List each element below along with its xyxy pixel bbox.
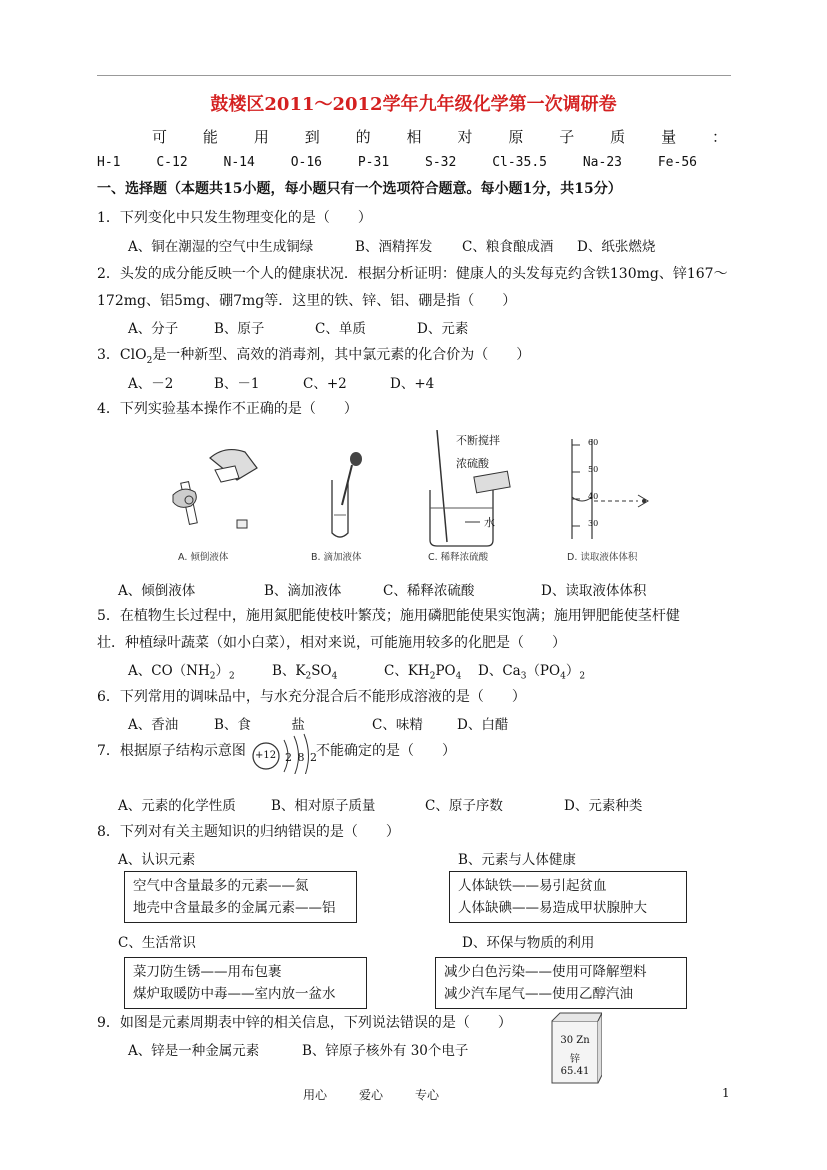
label-char: 的	[355, 128, 371, 146]
q1-option-c[interactable]: C、粮食酿成酒	[462, 239, 554, 255]
q8-group-b-box	[449, 871, 687, 923]
question-8-stem: 8．下列对有关主题知识的归纳错误的是（ ）	[97, 824, 400, 840]
q7-option-b[interactable]: B、相对原子质量	[271, 798, 376, 814]
tick-30: 30	[588, 519, 599, 528]
q8-d-line-1: 减少白色污染——使用可降解塑料	[444, 964, 647, 980]
footer-word: 爱心	[359, 1088, 384, 1102]
label-char: 量	[661, 128, 677, 146]
q8-group-a-box	[124, 871, 357, 923]
question-6-stem: 6．下列常用的调味品中，与水充分混合后不能形成溶液的是（ ）	[97, 689, 526, 705]
q3-option-c[interactable]: C、+2	[303, 376, 347, 392]
label-char: 相	[406, 128, 422, 146]
figure-dropping-liquid	[320, 445, 370, 550]
q8-group-b-label[interactable]: B、元素与人体健康	[458, 852, 576, 868]
atomic-mass-label	[152, 126, 727, 147]
q1-option-d[interactable]: D、纸张燃烧	[577, 239, 656, 255]
zinc-mass: 65.41	[560, 1066, 590, 1077]
question-3-stem	[97, 344, 530, 366]
q1-option-a[interactable]: A、铜在潮湿的空气中生成铜绿	[128, 239, 314, 255]
q6-option-c[interactable]: C、味精	[372, 717, 423, 733]
q4-option-a[interactable]: A、倾倒液体	[118, 583, 196, 599]
q7-option-a[interactable]: A、元素的化学性质	[118, 798, 236, 814]
mass-item: Cl-35.5	[492, 155, 547, 170]
formula-sub: 2	[228, 671, 235, 682]
formula-part: SO	[311, 663, 332, 679]
q6-option-d[interactable]: D、白醋	[457, 717, 509, 733]
zinc-name: 锌	[570, 1054, 580, 1065]
formula-sub: 3	[520, 671, 527, 682]
footer-word: 用心	[303, 1088, 328, 1102]
mass-item: H-1	[97, 155, 121, 170]
mass-item: P-31	[357, 155, 390, 170]
label-water: 水	[484, 516, 495, 529]
q6-option-b[interactable]: B、食 盐	[214, 717, 305, 733]
electron-shells: 2 8 2	[285, 751, 317, 764]
label-stir: 不断搅拌	[456, 434, 500, 447]
q5-option-c[interactable]	[384, 659, 461, 682]
figure-reading-volume	[560, 435, 660, 547]
page-number: 1	[722, 1086, 730, 1100]
formula-sub: 4	[455, 671, 462, 682]
q2-option-d[interactable]: D、元素	[417, 321, 469, 337]
q8-group-c-label[interactable]: C、生活常识	[118, 935, 196, 951]
figure-c-caption: C. 稀释浓硫酸	[428, 552, 489, 563]
mass-item: C-12	[156, 155, 188, 170]
formula-sub: 2	[305, 671, 312, 682]
page-title: 鼓楼区2011～2012学年九年级化学第一次调研卷	[210, 94, 617, 115]
page-footer	[303, 1086, 439, 1103]
label-char: 到	[304, 128, 320, 146]
q2-option-a[interactable]: A、分子	[128, 321, 179, 337]
q4-option-d[interactable]: D、读取液体体积	[541, 583, 647, 599]
q3-option-b[interactable]: B、－1	[214, 376, 260, 392]
q9-option-a[interactable]: A、锌是一种金属元素	[128, 1043, 260, 1059]
question-2-stem: 2．头发的成分能反映一个人的健康状况．根据分析证明：健康人的头发每克约含铁130mg、锌167～	[97, 266, 728, 282]
figure-d-caption: D. 读取液体体积	[567, 552, 638, 563]
q8-c-line-2: 煤炉取暖防中毒——室内放一盆水	[133, 986, 336, 1002]
question-5-stem: 5．在植物生长过程中，施用氮肥能使枝叶繁茂；施用磷肥能使果实饱满；施用钾肥能使茎杆健	[97, 608, 680, 624]
q8-b-line-1: 人体缺铁——易引起贫血	[458, 878, 607, 894]
label-char: 原	[508, 128, 524, 146]
formula-sub: 2	[579, 671, 586, 682]
mass-item: S-32	[425, 155, 457, 170]
q8-group-c-box	[124, 957, 367, 1009]
q1-option-b[interactable]: B、酒精挥发	[355, 239, 433, 255]
q5-option-a[interactable]	[128, 659, 235, 682]
label-conc-acid: 浓硫酸	[456, 457, 489, 470]
mass-item: N-14	[223, 155, 255, 170]
q8-d-line-2: 减少汽车尾气——使用乙醇汽油	[444, 986, 633, 1002]
formula-part: A、CO（NH	[128, 663, 210, 679]
q5-option-b[interactable]	[272, 659, 337, 682]
question-1-stem: 1．下列变化中只发生物理变化的是（ ）	[97, 210, 372, 226]
q8-group-d-label[interactable]: D、环保与物质的利用	[462, 935, 595, 951]
formula-sub: 4	[560, 671, 566, 682]
header-rule	[97, 75, 731, 76]
formula-sub: 4	[331, 671, 338, 682]
question-7-stem: 7．根据原子结构示意图	[97, 743, 246, 759]
figure-diluting-acid	[425, 430, 525, 550]
q4-option-b[interactable]: B、滴加液体	[264, 583, 342, 599]
q3-text: 3．ClO	[97, 347, 147, 363]
mass-item: Na-23	[582, 155, 622, 170]
tick-40: 40	[588, 492, 599, 501]
question-5-stem-cont: 壮．种植绿叶蔬菜（如小白菜），相对来说，可能施用较多的化肥是（ ）	[97, 635, 566, 651]
formula-part: PO	[435, 663, 456, 679]
q8-group-d-box	[435, 957, 687, 1009]
q9-option-b[interactable]: B、锌原子核外有 30个电子	[302, 1043, 469, 1059]
figure-b-caption: B. 滴加液体	[311, 552, 362, 563]
q2-option-b[interactable]: B、原子	[214, 321, 265, 337]
label-char: 质	[610, 128, 626, 146]
label-char: 子	[559, 128, 575, 146]
q8-c-line-1: 菜刀防生锈——用布包裹	[133, 964, 282, 980]
label-char: 能	[202, 128, 218, 146]
figure-a-caption: A. 倾倒液体	[178, 552, 229, 563]
formula-part: ）	[565, 663, 580, 679]
label-char: 用	[253, 128, 269, 146]
q8-group-a-label[interactable]: A、认识元素	[118, 852, 196, 868]
formula-sub: 2	[429, 671, 436, 682]
footer-word: 专心	[415, 1088, 440, 1102]
formula-part: B、K	[272, 663, 306, 679]
q8-a-line-2: 地壳中含量最多的金属元素——铝	[133, 900, 336, 916]
label-char: 对	[457, 128, 473, 146]
q3-option-a[interactable]: A、－2	[128, 376, 174, 392]
mass-item: Fe-56	[657, 155, 697, 170]
q2-option-c[interactable]: C、单质	[315, 321, 366, 337]
q7-option-c[interactable]: C、原子序数	[425, 798, 503, 814]
label-char: ：	[711, 128, 727, 146]
q3-subscript: 2	[146, 355, 153, 366]
label-char: 可	[152, 128, 168, 146]
q5-option-d[interactable]	[478, 659, 585, 682]
q3-option-d[interactable]: D、+4	[390, 376, 435, 392]
zinc-number-symbol: 30 Zn	[560, 1035, 590, 1046]
tick-60: 60	[588, 438, 599, 447]
q3-text-cont: 是一种新型、高效的消毒剂，其中氯元素的化合价为（ ）	[152, 347, 531, 363]
q6-option-a[interactable]: A、香油	[128, 717, 179, 733]
figure-pouring-liquid	[165, 440, 265, 550]
question-9-stem: 9．如图是元素周期表中锌的相关信息，下列说法错误的是（ ）	[97, 1015, 512, 1031]
tick-50: 50	[588, 465, 599, 474]
q8-a-line-1: 空气中含量最多的元素——氮	[133, 878, 309, 894]
question-2-stem-cont: 172mg、铝5mg、硼7mg等．这里的铁、锌、铝、硼是指（ ）	[97, 293, 517, 309]
formula-sub: 2	[209, 671, 216, 682]
formula-part: D、Ca	[478, 663, 521, 679]
atomic-masses	[97, 155, 697, 170]
section-heading: 一、选择题（本题共15小题，每小题只有一个选项符合题意。每小题1分，共15分）	[97, 181, 622, 197]
mass-item: O-16	[290, 155, 322, 170]
question-7-stem-cont: 不能确定的是（ ）	[316, 743, 456, 759]
q8-b-line-2: 人体缺碘——易造成甲状腺肿大	[458, 900, 647, 916]
q7-option-d[interactable]: D、元素种类	[564, 798, 643, 814]
question-4-stem: 4．下列实验基本操作不正确的是（ ）	[97, 401, 358, 417]
formula-part: C、KH	[384, 663, 430, 679]
formula-part: （PO	[526, 663, 561, 679]
formula-part: ）	[215, 663, 229, 679]
q4-option-c[interactable]: C、稀释浓硫酸	[383, 583, 475, 599]
nucleus-charge: +12	[255, 750, 277, 761]
